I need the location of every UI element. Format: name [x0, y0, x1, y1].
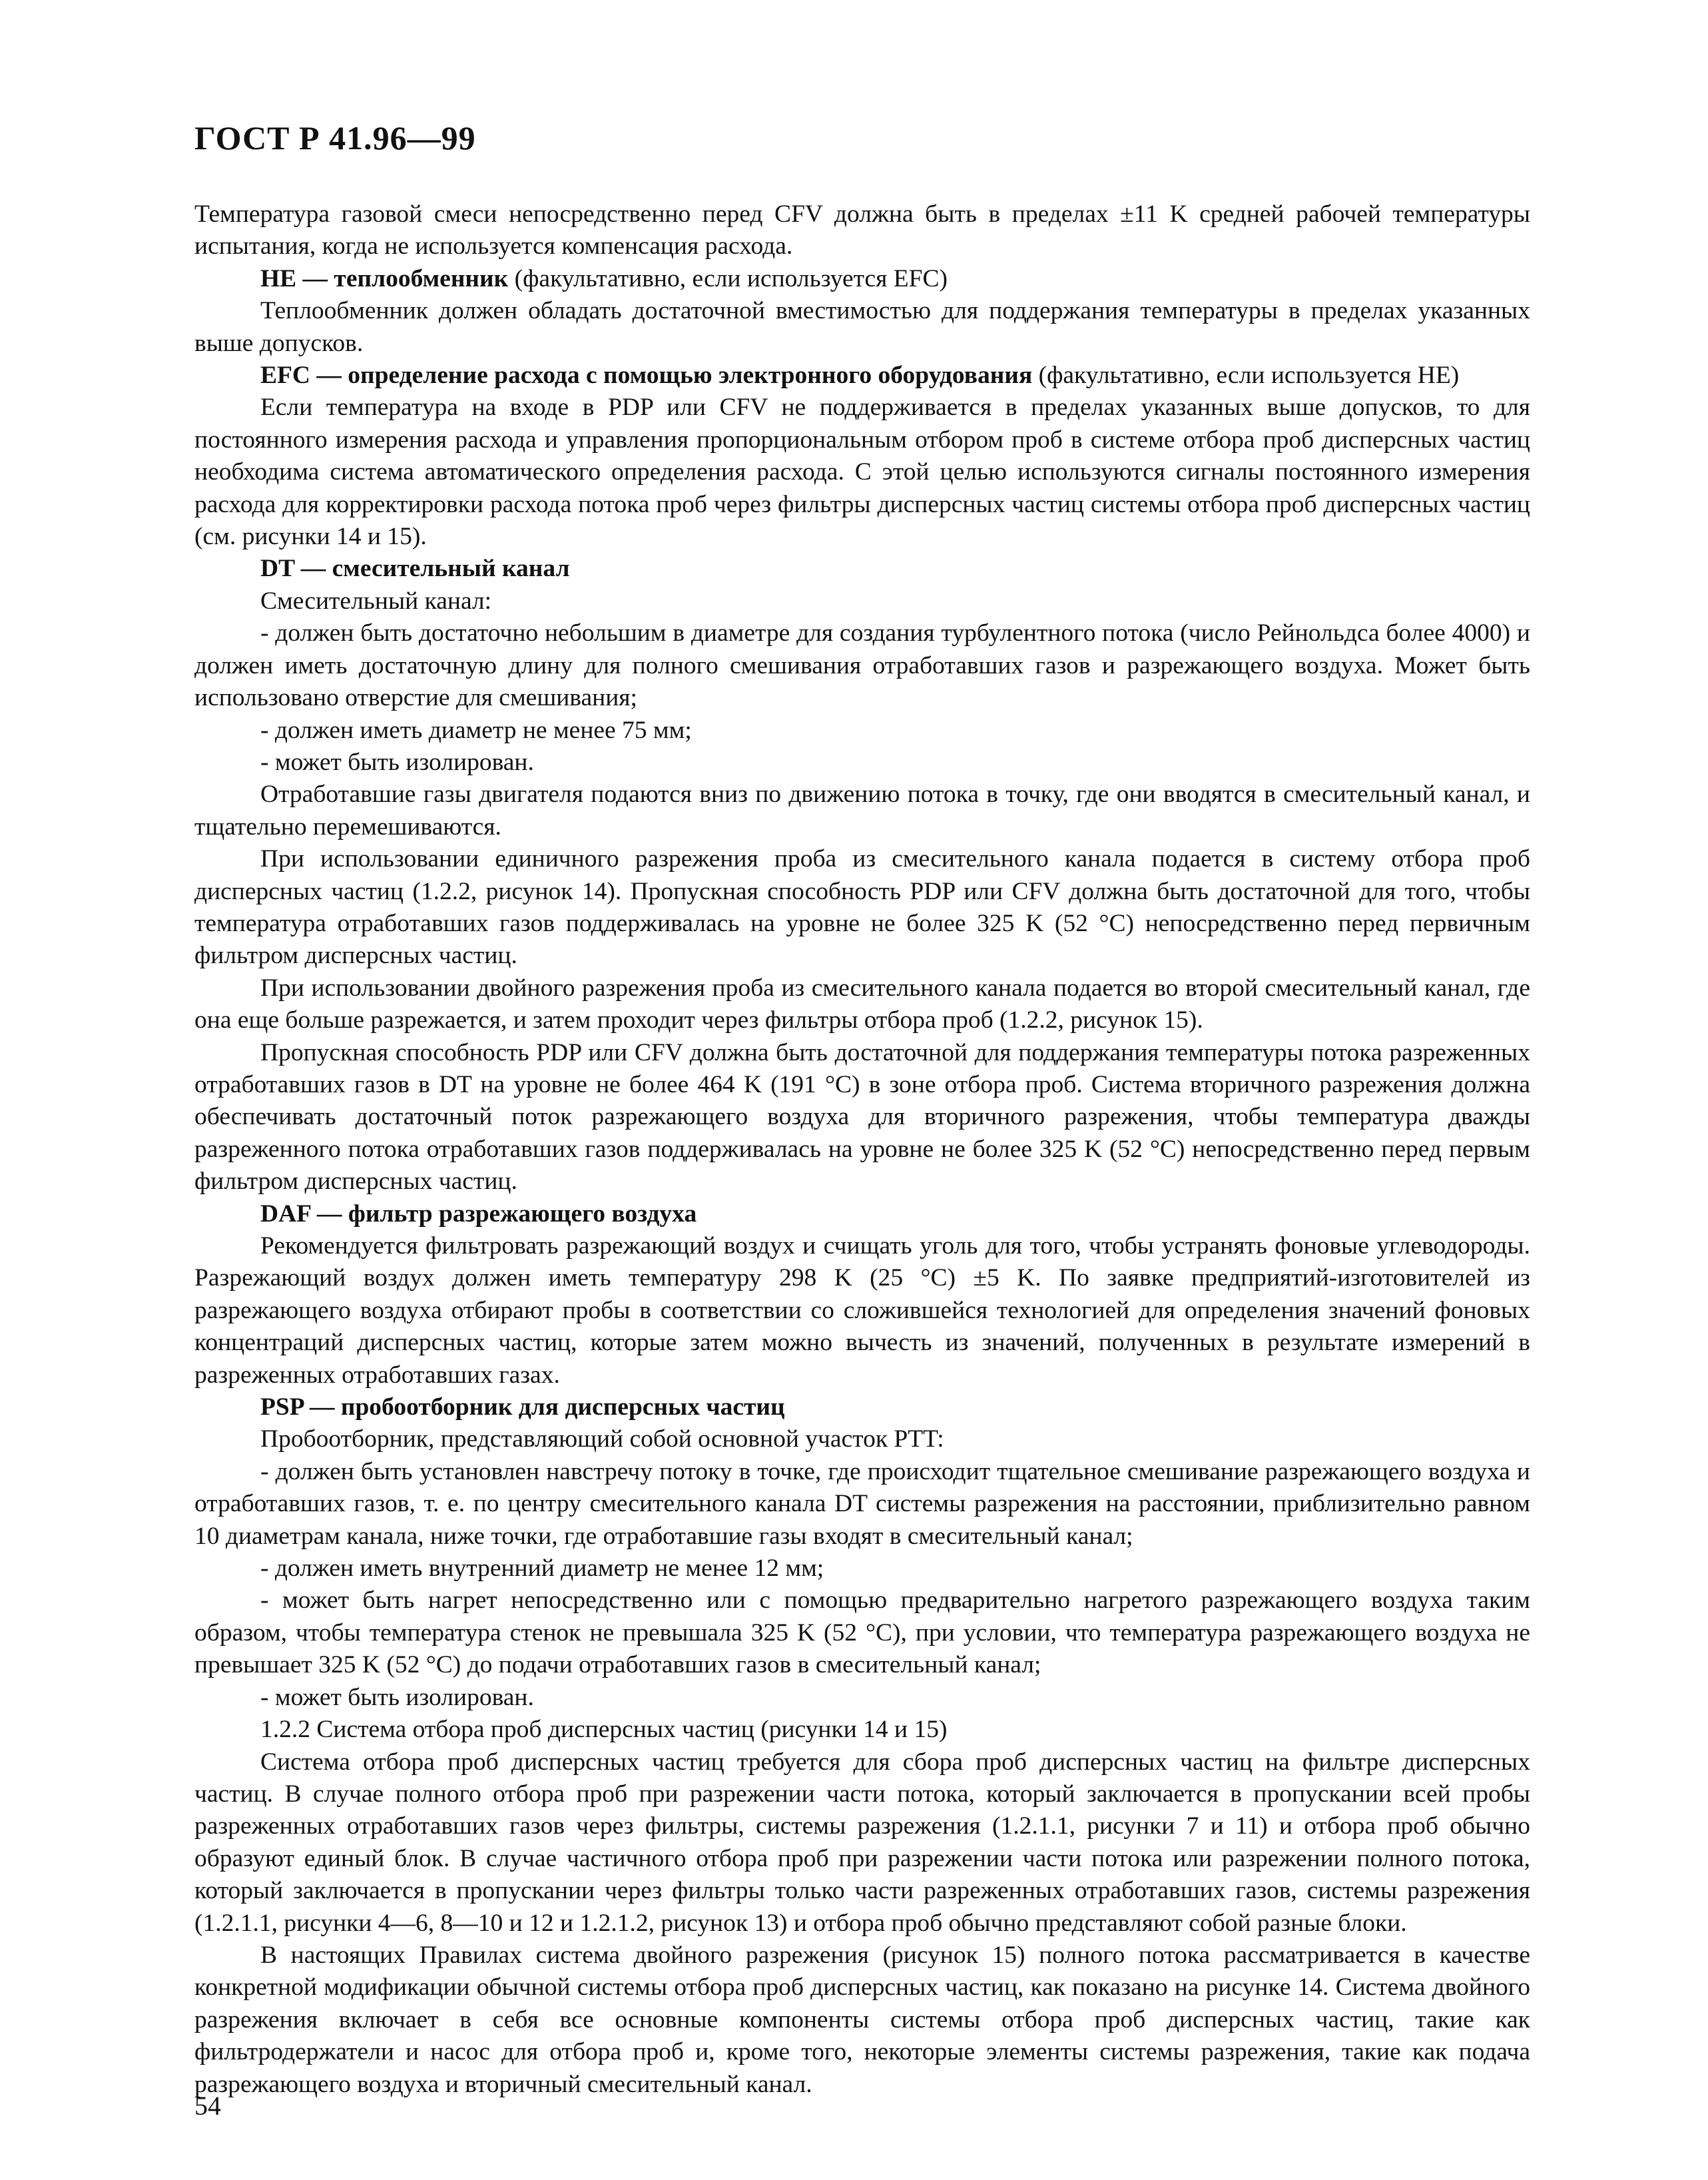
- term-heading: DAF — фильтр разрежающего воздуха: [260, 1200, 697, 1228]
- body-paragraph: [194, 1585, 1530, 1681]
- section-heading-paragraph: [194, 1198, 1530, 1230]
- body-paragraph: [194, 585, 1530, 617]
- document-header: ГОСТ Р 41.96—99: [194, 119, 476, 157]
- paragraph-text: При использовании единичного разрежения проба из смесительного канала подается в систему отбора проб дисперсных частиц (1.2.2, рисунок 14). Пропускная способность PDP или CFV должна быть достаточной для того, чтобы температура отработавших газов поддерживалась на уровне не более 325 K (52 °C) непосредственно перед первичным фильтром дисперсных частиц.: [194, 845, 1530, 970]
- body-paragraph: [194, 295, 1530, 360]
- section-heading-paragraph: [194, 263, 1530, 295]
- body-paragraph: [194, 715, 1530, 747]
- paragraph-text: (факультативно, если используется EFC): [508, 264, 948, 292]
- body-paragraph: [194, 198, 1530, 263]
- document-body: [194, 198, 1530, 2101]
- term-heading: DT — смесительный канал: [260, 555, 570, 583]
- paragraph-text: - может быть нагрет непосредственно или с помощью предварительно нагретого разрежающего воздуха таким образом, чтобы температура стенок не превышала 325 K (52 °C), при условии, что температура разрежающего воздуха не превышает 325 K (52 °C) до подачи отработавших газов в смесительный канал;: [194, 1587, 1530, 1679]
- paragraph-text: (факультативно, если используется HE): [1032, 362, 1460, 390]
- term-heading: HE — теплообменник: [260, 264, 509, 292]
- body-paragraph: [194, 972, 1530, 1037]
- body-paragraph: [194, 1037, 1530, 1198]
- section-heading-paragraph: [194, 1391, 1530, 1423]
- body-paragraph: [194, 1714, 1530, 1746]
- paragraph-text: Смесительный канал:: [260, 587, 492, 615]
- paragraph-text: В настоящих Правилах система двойного разрежения (рисунок 15) полного потока рассматривается в качестве конкретной модификации обычной системы отбора проб дисперсных частиц, как показано на рисунке 14. Система двойного разрежения включает в себя все основные компоненты системы отбора проб дисперсных частиц, такие как фильтродержатели и насос для отбора проб и, кроме того, некоторые элементы системы разрежения, такие как подача разрежающего воздуха и вторичный смесительный канал.: [194, 1941, 1530, 2098]
- section-heading-paragraph: [194, 360, 1530, 392]
- body-paragraph: [194, 779, 1530, 843]
- paragraph-text: Пробоотборник, представляющий собой основной участок PTT:: [260, 1425, 944, 1453]
- paragraph-text: При использовании двойного разрежения проба из смесительного канала подается во второй смесительный канал, где она еще больше разрежается, и затем проходит через фильтры отбора проб (1.2.2, рисунок 15).: [194, 974, 1530, 1034]
- paragraph-text: Система отбора проб дисперсных частиц требуется для сбора проб дисперсных частиц на фильтре дисперсных частиц. В случае полного отбора проб при разрежении части потока, который заключается в пропускании всей пробы разреженных отработавших газов через фильтры, системы разрежения (1.2.1.1, рисунки 7 и 11) и отбора проб обычно образуют единый блок. В случае частичного отбора проб при разрежении части потока или разрежении полного потока, который заключается в пропускании через фильтры только части разреженных отработавших газов, системы разрежения (1.2.1.1, рисунки 4—6, 8—10 и 12 и 1.2.1.2, рисунок 13) и отбора проб обычно представляют собой разные блоки.: [194, 1748, 1530, 1937]
- paragraph-text: - должен иметь диаметр не менее 75 мм;: [260, 716, 692, 744]
- paragraph-text: 1.2.2 Система отбора проб дисперсных частиц (рисунки 14 и 15): [260, 1716, 948, 1744]
- body-paragraph: [194, 1230, 1530, 1391]
- paragraph-text: - может быть изолирован.: [260, 1683, 534, 1711]
- section-heading-paragraph: [194, 553, 1530, 585]
- paragraph-text: Теплообменник должен обладать достаточной вместимостью для поддержания температуры в пределах указанных выше допусков.: [194, 297, 1530, 357]
- paragraph-text: Если температура на входе в PDP или CFV не поддерживается в пределах указанных выше допусков, то для постоянного измерения расхода и управления пропорциональным отбором проб в системе отбора проб дисперсных частиц необходима система автоматического определения расхода. С этой целью используются сигналы постоянного измерения расхода для корректировки расхода потока проб через фильтры дисперсных частиц системы отбора проб дисперсных частиц (см. рисунки 14 и 15).: [194, 394, 1530, 551]
- body-paragraph: [194, 1553, 1530, 1585]
- body-paragraph: [194, 617, 1530, 714]
- paragraph-text: - должен быть установлен навстречу потоку в точке, где происходит тщательное смешивание разрежающего воздуха и отработавших газов, т. е. по центру смесительного канала DT системы разрежения на расстоянии, приблизительно равном 10 диаметрам канала, ниже точки, где отработавшие газы входят в смесительный канал;: [194, 1457, 1530, 1550]
- body-paragraph: [194, 843, 1530, 972]
- body-paragraph: [194, 1682, 1530, 1714]
- paragraph-text: Отработавшие газы двигателя подаются вниз по движению потока в точку, где они вводятся в смесительный канал, и тщательно перемешиваются.: [194, 781, 1530, 841]
- term-heading: PSP — пробоотборник для дисперсных частиц: [260, 1393, 785, 1421]
- page-number: 54: [194, 2091, 221, 2121]
- term-heading: EFC — определение расхода с помощью электронного оборудования: [260, 362, 1033, 390]
- paragraph-text: - может быть изолирован.: [260, 748, 534, 776]
- body-paragraph: [194, 1456, 1530, 1553]
- paragraph-text: - должен быть достаточно небольшим в диаметре для создания турбулентного потока (число Рейнольдса более 4000) и должен иметь достаточную длину для полного смешивания отработавших газов и разрежающего воздуха. Может быть использовано отверстие для смешивания;: [194, 619, 1530, 712]
- body-paragraph: [194, 392, 1530, 553]
- body-paragraph: [194, 747, 1530, 779]
- body-paragraph: [194, 1940, 1530, 2101]
- paragraph-text: - должен иметь внутренний диаметр не менее 12 мм;: [260, 1555, 824, 1583]
- paragraph-text: Пропускная способность PDP или CFV должна быть достаточной для поддержания температуры потока разреженных отработавших газов в DT на уровне не более 464 K (191 °C) в зоне отбора проб. Система вторичного разрежения должна обеспечивать достаточный поток разрежающего воздуха для вторичного разрежения, чтобы температура дважды разреженного потока отработавших газов поддерживалась на уровне не более 325 K (52 °C) непосредственно перед первым фильтром дисперсных частиц.: [194, 1038, 1530, 1196]
- body-paragraph: [194, 1423, 1530, 1455]
- paragraph-text: Рекомендуется фильтровать разрежающий воздух и счищать уголь для того, чтобы устранять фоновые углеводороды. Разрежающий воздух должен иметь температуру 298 K (25 °C) ±5 K. По заявке предприятий-изготовителей из разрежающего воздуха отбирают пробы в соответствии со сложившейся технологией для определения значений фоновых концентраций дисперсных частиц, которые затем можно вычесть из значений, полученных в результате измерений в разреженных отработавших газах.: [194, 1232, 1530, 1389]
- body-paragraph: [194, 1746, 1530, 1940]
- paragraph-text: Температура газовой смеси непосредственно перед CFV должна быть в пределах ±11 K средней рабочей температуры испытания, когда не используется компенсация расхода.: [194, 200, 1530, 260]
